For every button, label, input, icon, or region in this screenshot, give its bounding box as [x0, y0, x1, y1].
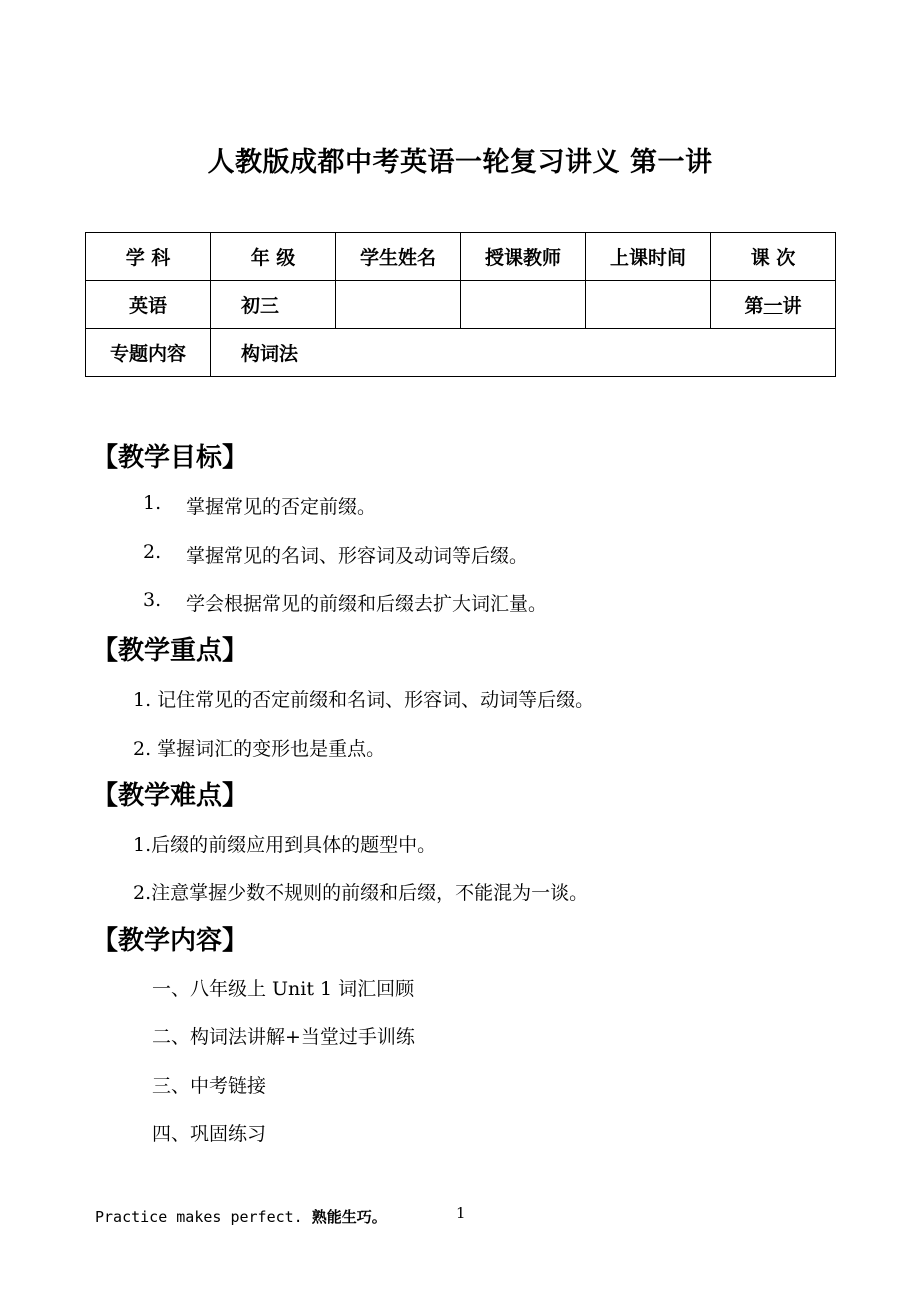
goal-item: 掌握常见的否定前缀。	[186, 496, 377, 518]
footer-motto	[95, 1206, 387, 1227]
key-point-item: 2. 掌握词汇的变形也是重点。	[133, 738, 386, 760]
lesson-prefix: 第	[744, 295, 764, 317]
header-student-name: 学生姓名	[336, 233, 461, 281]
lesson-number: 一	[763, 295, 783, 317]
key-point-item: 1. 记住常见的否定前缀和名词、形容词、动词等后缀。	[133, 689, 595, 711]
header-subject: 学 科	[86, 233, 211, 281]
info-table	[85, 232, 836, 377]
topic-value: 构词法	[211, 329, 836, 377]
difficulty-item: 2.注意掌握少数不规则的前缀和后缀，不能混为一谈。	[133, 882, 589, 904]
goal-item: 掌握常见的名词、形容词及动词等后缀。	[186, 545, 529, 567]
goal-number: 2.	[143, 541, 162, 563]
difficulty-item: 1.后缀的前缀应用到具体的题型中。	[133, 834, 437, 856]
topic-row	[86, 329, 836, 377]
cell-student	[336, 281, 461, 329]
goal-item: 学会根据常见的前缀和后缀去扩大词汇量。	[186, 593, 548, 615]
footer-motto-en: Practice makes perfect.	[95, 1208, 303, 1226]
section-heading-content: 【教学内容】	[92, 926, 249, 956]
content-item: 三、中考链接	[152, 1075, 267, 1097]
header-lesson: 课 次	[711, 233, 836, 281]
goal-number: 1.	[143, 492, 162, 514]
header-teacher: 授课教师	[461, 233, 586, 281]
topic-label: 专题内容	[86, 329, 211, 377]
content-item: 二、构词法讲解+当堂过手训练	[152, 1026, 415, 1048]
cell-teacher	[461, 281, 586, 329]
page-number: 1	[456, 1204, 466, 1222]
cell-grade: 初三	[211, 281, 336, 329]
section-heading-difficulties: 【教学难点】	[92, 781, 249, 811]
section-heading-key-points: 【教学重点】	[92, 636, 249, 666]
header-class-time: 上课时间	[586, 233, 711, 281]
lesson-suffix: 讲	[782, 295, 802, 317]
footer-motto-cn: 熟能生巧。	[311, 1208, 387, 1226]
cell-subject: 英语	[86, 281, 211, 329]
document-title: 人教版成都中考英语一轮复习讲义 第一讲	[207, 147, 713, 178]
content-item: 四、巩固练习	[152, 1123, 267, 1145]
cell-lesson	[711, 281, 836, 329]
table-row	[86, 281, 836, 329]
goal-number: 3.	[143, 589, 162, 611]
table-header-row	[86, 233, 836, 281]
cell-time	[586, 281, 711, 329]
section-heading-goals: 【教学目标】	[92, 443, 249, 473]
header-grade: 年 级	[211, 233, 336, 281]
content-item: 一、八年级上 Unit 1 词汇回顾	[152, 978, 415, 1000]
